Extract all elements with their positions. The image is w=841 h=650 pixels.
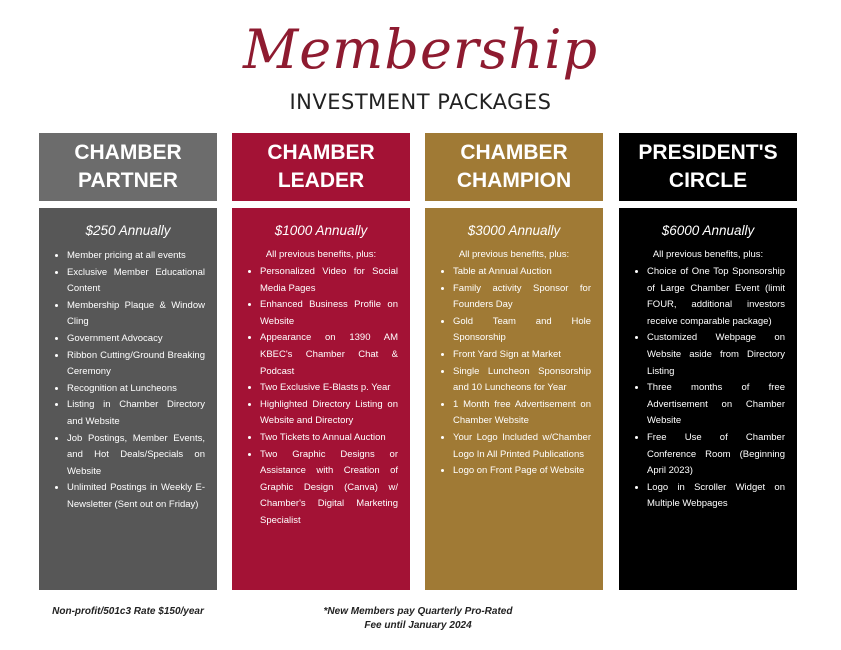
benefit-item: • Personalized Video for Social Media Pages: [260, 264, 398, 297]
benefit-item: • Family activity Sponsor for Founders Day: [453, 281, 591, 314]
package-name-line2: PARTNER: [78, 169, 178, 192]
package-name-line1: CHAMBER: [460, 141, 568, 164]
package-name-line1: CHAMBER: [74, 141, 182, 164]
benefit-item: • Front Yard Sign at Market: [453, 347, 591, 364]
benefit-item: • Membership Plaque & Window Cling: [67, 298, 205, 331]
benefit-list: [51, 248, 205, 514]
package-intro: All previous benefits, plus:: [458, 249, 570, 260]
benefit-item: • Appearance on 1390 AM KBEC's Chamber Chat & Podcast: [260, 330, 398, 380]
benefit-item: • Enhanced Business Profile on Website: [260, 297, 398, 330]
package-intro: All previous benefits, plus:: [265, 249, 377, 260]
benefit-item: • Logo on Front Page of Website: [453, 463, 591, 480]
benefit-item: • Government Advocacy: [67, 331, 205, 348]
benefit-item: • Three months of free Advertisement on Chamber Website: [647, 380, 785, 430]
package-name-line2: CIRCLE: [668, 169, 748, 192]
membership-script-title: Membership: [242, 18, 599, 81]
benefit-item: • Job Postings, Member Events, and Hot Deals/Specials on Website: [67, 431, 205, 481]
benefit-item: • 1 Month free Advertisement on Chamber Website: [453, 397, 591, 430]
benefit-item: • Choice of One Top Sponsorship of Large Chamber Event (limit FOUR, additional investors receive comparable package): [647, 264, 785, 330]
benefit-item: • Free Use of Chamber Conference Room (Beginning April 2023): [647, 430, 785, 480]
package-name-line2: LEADER: [277, 169, 365, 192]
benefit-item: • Your Logo Included w/Chamber Logo In All Printed Publications: [453, 430, 591, 463]
package-name-line2: CHAMPION: [456, 169, 572, 192]
package-price: $6000 Annually: [661, 223, 755, 238]
benefit-list: [244, 264, 398, 530]
benefit-item: • Listing in Chamber Directory and Website: [67, 397, 205, 430]
package-header: [232, 133, 410, 201]
package-body: [425, 208, 603, 590]
benefit-item: • Unlimited Postings in Weekly E-Newsletter (Sent out on Friday): [67, 480, 205, 513]
package-header: [619, 133, 797, 201]
benefit-item: • Ribbon Cutting/Ground Breaking Ceremony: [67, 348, 205, 381]
package-body: [39, 208, 217, 590]
benefit-item: • Exclusive Member Educational Content: [67, 265, 205, 298]
investment-packages-subtitle: INVESTMENT PACKAGES: [289, 90, 552, 114]
benefit-item: • Two Exclusive E-Blasts p. Year: [260, 380, 398, 397]
package-body: [232, 208, 410, 590]
package-price: $3000 Annually: [467, 223, 561, 238]
benefit-item: • Two Graphic Designs or Assistance with Creation of Graphic Design (Canva) w/ Chamber's Digital Marketing Specialist: [260, 447, 398, 530]
package-name-line1: CHAMBER: [267, 141, 375, 164]
benefit-item: • Recognition at Luncheons: [67, 381, 205, 398]
new-members-note: *New Members pay Quarterly Pro-Rated Fee until January 2024: [323, 606, 513, 631]
benefit-list: [631, 264, 785, 513]
package-name-line1: PRESIDENT'S: [638, 141, 778, 164]
benefit-item: • Table at Annual Auction: [453, 264, 591, 281]
package-header: [425, 133, 603, 201]
package-intro: All previous benefits, plus:: [652, 249, 764, 260]
package-header: [39, 133, 217, 201]
package-price: $250 Annually: [85, 223, 171, 238]
benefit-item: • Member pricing at all events: [67, 248, 205, 265]
benefit-item: • Single Luncheon Sponsorship and 10 Luncheons for Year: [453, 364, 591, 397]
package-price: $1000 Annually: [274, 223, 368, 238]
package-body: [619, 208, 797, 590]
benefit-item: • Highlighted Directory Listing on Website and Directory: [260, 397, 398, 430]
benefit-list: [437, 264, 591, 480]
benefit-item: • Gold Team and Hole Sponsorship: [453, 314, 591, 347]
benefit-item: • Customized Webpage on Website aside from Directory Listing: [647, 330, 785, 380]
nonprofit-rate-note: Non-profit/501c3 Rate $150/year: [52, 606, 204, 617]
benefit-item: • Logo in Scroller Widget on Multiple Webpages: [647, 480, 785, 513]
benefit-item: • Two Tickets to Annual Auction: [260, 430, 398, 447]
